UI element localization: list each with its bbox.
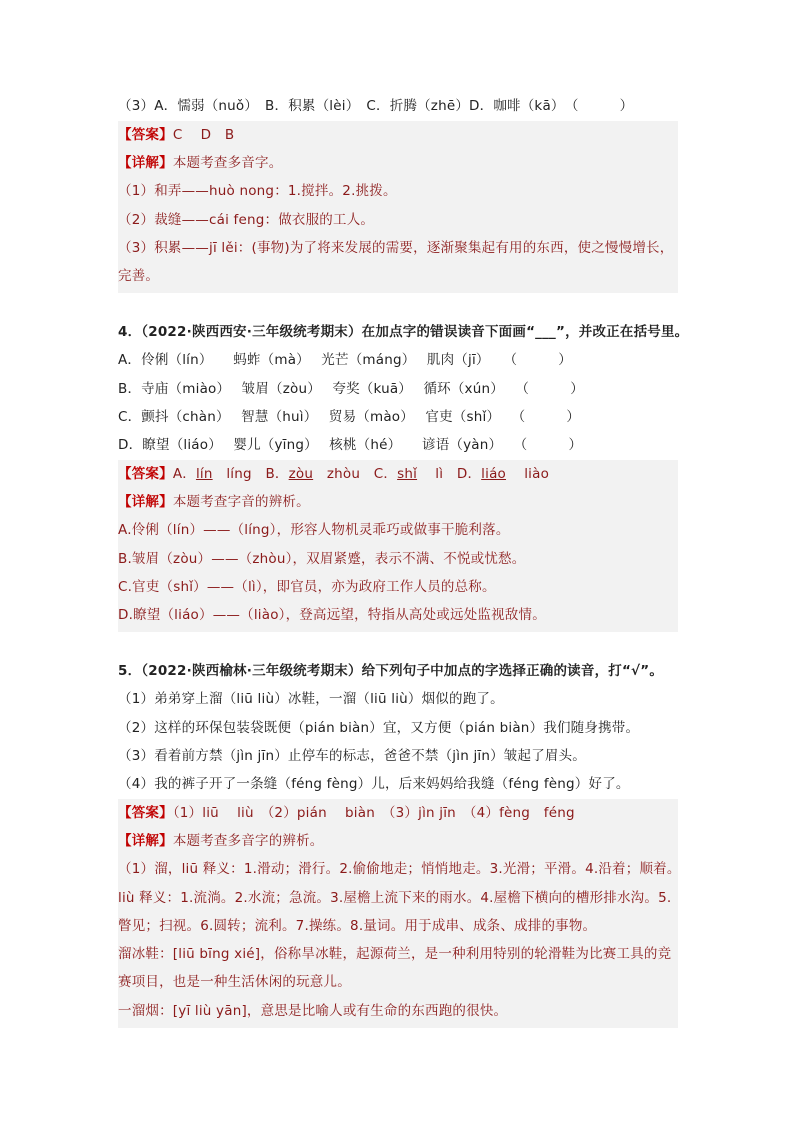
q5-detail-line: 瞥见；扫视。6.圆转；流利。7.操练。8.量词。用于成串、成条、成排的事物。 — [118, 918, 597, 934]
q3-detail-line: （2）裁缝——cái feng：做衣服的工人。 — [118, 212, 375, 228]
answer-part: líng B． — [212, 466, 289, 482]
detail-text: 本题考查多音字。 — [172, 155, 283, 171]
answer-part: A． — [172, 466, 196, 482]
q4-detail-line: D.瞭望（liáo）——（liào），登高远望，特指从高处或远处监视敌情。 — [118, 607, 546, 623]
q5-detail — [118, 827, 678, 856]
answer-underlined: liáo — [481, 466, 507, 482]
q5-sentence: （2）这样的环保包装袋既便（pián biàn）宜，又方便（pián biàn）我们随身携带。 — [118, 720, 640, 736]
q4-detail-line: C.官吏（shǐ）——（lì），即官员，亦为政府工作人员的总称。 — [118, 579, 496, 595]
q5-title: 5．（2022·陕西榆林·三年级统考期末）给下列句子中加点的字选择正确的读音，打“√”。 — [118, 663, 664, 679]
answer-tag: 【答案】 — [118, 127, 173, 143]
q4-title: 4．（2022·陕西西安·三年级统考期末）在加点字的错误读音下面画“___”，并改正在括号里。 — [118, 324, 689, 340]
q3-option-line: （3）A．懦弱（nuǒ） B．积累（lèi） C．折腾（zhē）D．咖啡（kā） （ ） — [118, 98, 634, 114]
q3-detail-line: 完善。 — [118, 268, 160, 284]
q4-detail — [118, 488, 678, 517]
q5-answer — [118, 799, 678, 828]
q5-detail-line: 赛项目，也是一种生活休闲的玩意儿。 — [118, 974, 351, 990]
answer-text: C D B — [172, 127, 235, 143]
detail-tag: 【详解】 — [118, 155, 173, 171]
q3-answer — [118, 121, 678, 150]
q3-detail-line: （1）和弄——huò nong：1.搅拌。2.挑拨。 — [118, 183, 397, 199]
answer-part: lì D． — [417, 466, 482, 482]
answer-underlined: zòu — [288, 466, 314, 482]
q5-detail-line: liù 释义：1.流淌。2.水流；急流。3.屋檐上流下来的雨水。4.屋檐下横向的槽形排水沟。5. — [118, 890, 672, 906]
answer-part: liào — [506, 466, 550, 482]
detail-tag: 【详解】 — [118, 833, 173, 849]
detail-text: 本题考查多音字的辨析。 — [172, 833, 324, 849]
q4-option-a: A．伶俐（lín） 蚂蚱（mà） 光芒（máng） 肌肉（jī） （ ） — [118, 352, 572, 368]
answer-tag: 【答案】 — [118, 466, 173, 482]
answer-underlined: shǐ — [397, 466, 418, 482]
detail-tag: 【详解】 — [118, 494, 173, 510]
q5-detail-line: （1）溜，liū 释义：1.滑动；滑行。2.偷偷地走；悄悄地走。3.光滑；平滑。4.沿着；顺着。 — [118, 861, 681, 877]
detail-text: 本题考查字音的辨析。 — [172, 494, 310, 510]
q4-detail-line: A.伶俐（lín）——（líng），形容人物机灵乖巧或做事干脆利落。 — [118, 522, 510, 538]
answer-part: zhòu C． — [313, 466, 398, 482]
q3-detail-line: （3）积累——jī lěi：(事物)为了将来发展的需要，逐渐聚集起有用的东西，使之慢慢增长， — [118, 240, 674, 256]
q4-detail-line: B.皱眉（zòu）——（zhòu），双眉紧蹙，表示不满、不悦或忧愁。 — [118, 551, 526, 567]
q3-detail — [118, 149, 678, 178]
q5-detail-line: 一溜烟：[yī liù yān]，意思是比喻人或有生命的东西跑的很快。 — [118, 1003, 508, 1019]
q4-option-d: D．瞭望（liáo） 婴儿（yīng） 核桃（hé） 谚语（yàn） （ ） — [118, 437, 583, 453]
q5-detail-line: 溜冰鞋：[liū bīng xié]，俗称旱冰鞋，起源荷兰，是一种利用特别的轮滑鞋为比赛工具的竞 — [118, 946, 672, 962]
q5-sentence: （3）看着前方禁（jìn jīn）止停车的标志，爸爸不禁（jìn jīn）皱起了眉头。 — [118, 748, 587, 764]
q5-sentence: （1）弟弟穿上溜（liū liù）冰鞋，一溜（liū liù）烟似的跑了。 — [118, 691, 504, 707]
answer-text: （1）liū liù （2）pián biàn （3）jìn jīn （4）fèng féng — [172, 805, 575, 821]
q5-sentence: （4）我的裤子开了一条缝（féng fèng）儿，后来妈妈给我缝（féng fèng）好了。 — [118, 776, 630, 792]
q4-option-c: C．颤抖（chàn） 智慧（huì） 贸易（mào） 官吏（shǐ） （ ） — [118, 409, 581, 425]
answer-underlined: lín — [195, 466, 213, 482]
answer-tag: 【答案】 — [118, 805, 173, 821]
q4-option-b: B．寺庙（miào） 皱眉（zòu） 夸奖（kuā） 循环（xún） （ ） — [118, 381, 584, 397]
q4-answer — [118, 460, 678, 489]
